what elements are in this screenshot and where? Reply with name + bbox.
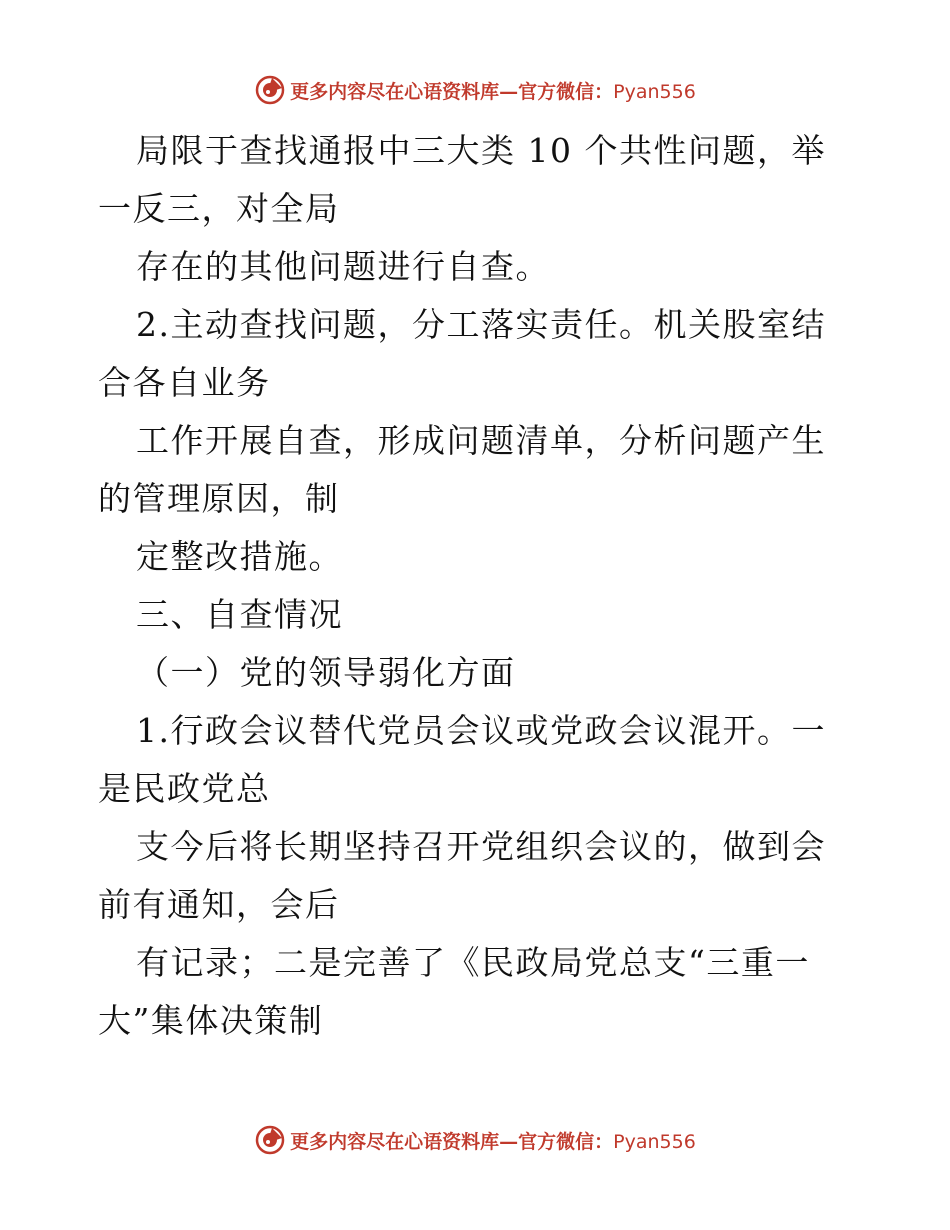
footer-banner-text: 更多内容尽在心语资料库—官方微信：Pyan556 <box>290 1130 696 1153</box>
paragraph: 定整改措施。 <box>136 537 343 576</box>
paragraph: 2.主动查找问题，分工落实责任。机关股室结合各自业务 <box>98 305 826 402</box>
paragraph: 存在的其他问题进行自查。 <box>136 247 550 286</box>
footer-watermark-banner <box>0 1120 950 1160</box>
document-body <box>98 122 858 1050</box>
subsection-heading: （一）党的领导弱化方面 <box>136 653 516 692</box>
paragraph: 1.行政会议替代党员会议或党政会议混开。一是民政党总 <box>98 711 826 808</box>
header-banner-text: 更多内容尽在心语资料库—官方微信：Pyan556 <box>290 80 696 103</box>
header-watermark-banner <box>0 70 950 110</box>
paragraph: 有记录；二是完善了《民政局党总支“三重一大”集体决策制 <box>98 943 810 1040</box>
paragraph: 支今后将长期坚持召开党组织会议的，做到会前有通知，会后 <box>98 827 826 924</box>
section-heading: 三、自查情况 <box>136 595 343 634</box>
pen-logo-icon <box>254 74 286 106</box>
paragraph: 局限于查找通报中三大类 10 个共性问题，举一反三，对全局 <box>98 131 826 228</box>
pen-logo-icon <box>254 1124 286 1156</box>
paragraph: 工作开展自查，形成问题清单，分析问题产生的管理原因，制 <box>98 421 826 518</box>
